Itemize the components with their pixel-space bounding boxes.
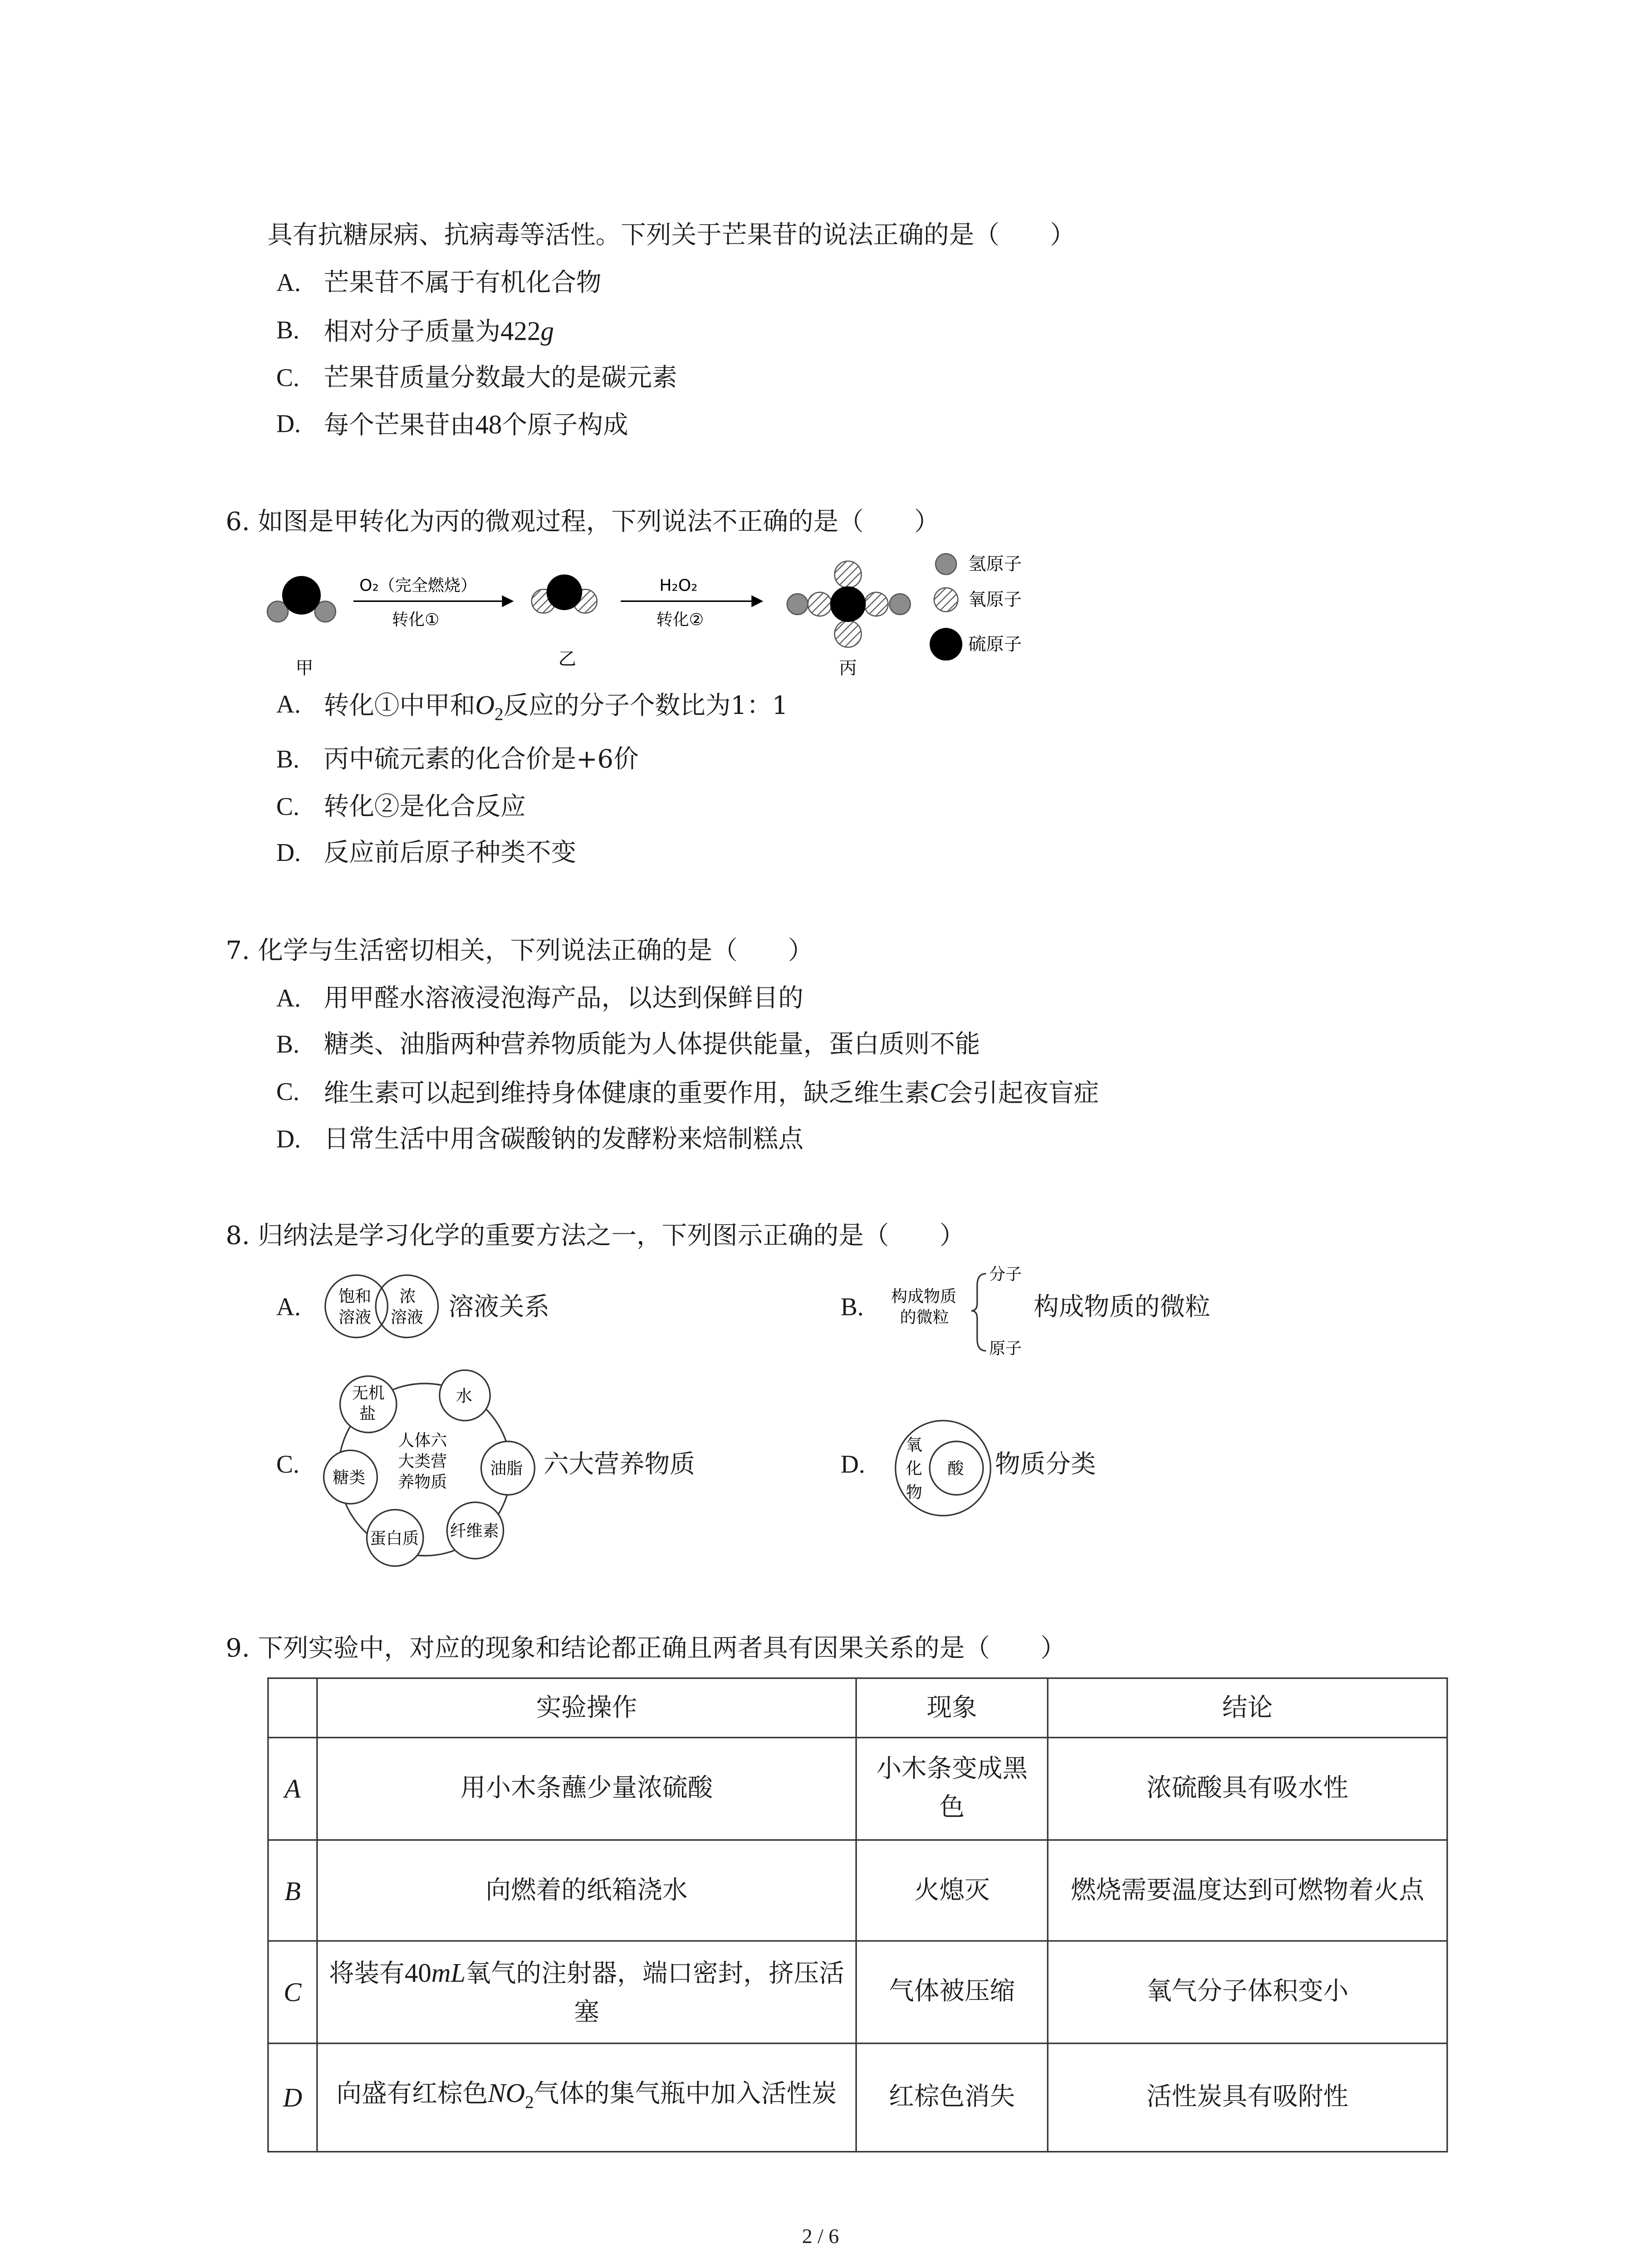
q8-b-top: 分子 <box>989 1265 1022 1284</box>
q5-option-d <box>324 408 628 442</box>
q8-a-venn-diagram <box>321 1271 446 1342</box>
row-label: C <box>268 1941 317 2043</box>
q6-reaction-diagram <box>265 546 1067 683</box>
arrow1-label: 转化① <box>392 610 440 629</box>
row-operation <box>317 2043 856 2152</box>
q6-option-c: 转化②是化合反应 <box>323 792 526 823</box>
q8-a-circle2-line1: 浓 <box>399 1287 416 1306</box>
q6-option-a-formula: O <box>475 690 495 720</box>
row-label: B <box>268 1840 317 1941</box>
row-conclusion: 氧气分子体积变小 <box>1048 1941 1447 2043</box>
row-phenomenon: 小木条变成黑色 <box>856 1738 1048 1840</box>
q8-c-center-line2: 大类营 <box>398 1452 447 1471</box>
q7-option-d: 日常生活中用含碳酸钠的发酵粉来焙制糕点 <box>323 1125 803 1155</box>
q5-option-b-unit: g <box>540 316 554 346</box>
q8-c-item-fat: 油脂 <box>490 1459 523 1478</box>
q7-stem: 7. 化学与生活密切相关，下列说法正确的是（ ） <box>225 937 813 967</box>
q5-option-d-text: 每个芒果苷由 <box>323 411 475 441</box>
q9-stem: 9. 下列实验中，对应的现象和结论都正确且两者具有因果关系的是（ ） <box>225 1634 1066 1664</box>
arrow-conversion-1 <box>353 595 514 607</box>
q8-option-a-letter: A. <box>276 1293 301 1321</box>
row-operation: 向燃着的纸箱浇水 <box>317 1840 856 1941</box>
label-bing: 丙 <box>839 658 857 679</box>
q8-c-item-protein: 蛋白质 <box>370 1529 419 1548</box>
row-operation-text: 将装有 <box>328 1959 405 1989</box>
q6-option-a-text-post: 反应的分子个数比为1：1 <box>503 692 788 722</box>
q8-option-b-letter: B. <box>840 1293 864 1321</box>
q6-option-d: 反应前后原子种类不变 <box>323 839 577 869</box>
q5-option-c-letter: C. <box>276 363 299 392</box>
table-row <box>268 1941 1447 2043</box>
row-operation: 用小木条蘸少量浓硫酸 <box>317 1738 856 1840</box>
row-label: A <box>268 1738 317 1840</box>
q8-a-caption: 溶液关系 <box>448 1293 550 1323</box>
q5-stem: 具有抗糖尿病、抗病毒等活性。下列关于芒果苷的说法正确的是（ ） <box>267 221 1075 251</box>
molecule-bing <box>787 561 911 647</box>
q6-option-a-text: 转化①中甲和 <box>323 692 475 722</box>
q8-d-outer-line2: 化 <box>906 1459 922 1478</box>
q7-option-c-text-post: 会引起夜盲症 <box>947 1079 1099 1109</box>
table-header-operation: 实验操作 <box>317 1678 856 1738</box>
row-phenomenon: 气体被压缩 <box>856 1941 1048 2043</box>
q6-option-a <box>324 689 788 730</box>
q5-option-b-text: 相对分子质量为 <box>323 318 501 347</box>
q8-b-bottom: 原子 <box>989 1339 1022 1358</box>
q6-option-b-letter: B. <box>276 745 299 774</box>
q6-option-c-letter: C. <box>276 792 299 821</box>
table-header-phenomenon: 现象 <box>856 1678 1048 1738</box>
row-conclusion: 燃烧需要温度达到可燃物着火点 <box>1048 1840 1447 1941</box>
q8-d-outer-line3: 物 <box>906 1483 922 1502</box>
q7-option-c <box>324 1076 1099 1110</box>
q8-c-nutrients-diagram <box>318 1369 540 1570</box>
q8-c-item-inorganic-salt-2: 盐 <box>359 1404 376 1423</box>
label-yi: 乙 <box>558 649 577 670</box>
row-operation-formula-sub: 2 <box>525 2092 534 2112</box>
q5-option-d-letter: D. <box>276 410 301 438</box>
row-phenomenon: 红棕色消失 <box>856 2043 1048 2152</box>
legend-hydrogen-icon <box>936 554 956 575</box>
q8-b-caption: 构成物质的微粒 <box>1034 1293 1210 1323</box>
table-header-conclusion: 结论 <box>1048 1678 1447 1738</box>
legend-sulfur-icon <box>930 628 962 660</box>
q5-option-c: 芒果苷质量分数最大的是碳元素 <box>323 363 677 394</box>
q8-option-c-letter: C. <box>276 1450 299 1479</box>
row-operation-text-post: 气体的集气瓶中加入活性炭 <box>534 2079 837 2110</box>
table-header-row <box>268 1678 1447 1738</box>
q5-option-b-number: 422 <box>500 316 541 346</box>
experiment-table <box>267 1677 1448 2152</box>
row-operation-formula: NO <box>488 2078 525 2108</box>
legend-oxygen-icon <box>934 588 958 611</box>
q7-option-c-letter: C. <box>276 1077 299 1106</box>
q5-option-a-letter: A. <box>276 269 301 297</box>
page-number: 2 / 6 <box>802 2226 839 2249</box>
q7-option-c-text: 维生素可以起到维持身体健康的重要作用，缺乏维生素 <box>323 1079 930 1109</box>
arrow-conversion-2 <box>621 595 763 607</box>
q8-d-inner: 酸 <box>947 1459 964 1478</box>
q8-d-outer-line1: 氧 <box>906 1436 922 1455</box>
legend-hydrogen-label: 氢原子 <box>968 554 1022 575</box>
q6-stem: 6. 如图是甲转化为丙的微观过程，下列说法不正确的是（ ） <box>225 508 940 538</box>
q8-option-d-letter: D. <box>840 1450 865 1479</box>
q7-option-c-formula: C <box>930 1077 948 1108</box>
legend-sulfur-label: 硫原子 <box>968 634 1022 655</box>
q5-option-a: 芒果苷不属于有机化合物 <box>323 269 602 298</box>
arrow1-condition: O₂（完全燃烧） <box>359 576 477 595</box>
q7-option-b: 糖类、油脂两种营养物质能为人体提供能量，蛋白质则不能 <box>323 1030 980 1060</box>
row-phenomenon: 火熄灭 <box>856 1840 1048 1941</box>
row-operation-number: 40 <box>404 1957 431 1987</box>
row-conclusion: 浓硫酸具有吸水性 <box>1048 1738 1447 1840</box>
row-operation-text: 向盛有红棕色 <box>336 2079 488 2110</box>
q6-option-d-letter: D. <box>276 839 301 867</box>
q8-d-caption: 物质分类 <box>995 1450 1096 1480</box>
q8-b-left-line2: 的微粒 <box>900 1308 949 1327</box>
q8-c-center-line1: 人体六 <box>398 1431 447 1450</box>
legend <box>930 554 1022 661</box>
q5-option-d-number: 48 <box>475 410 502 440</box>
q8-c-item-inorganic-salt-1: 无机 <box>352 1383 385 1403</box>
table-row <box>268 1738 1447 1840</box>
q8-d-classification-diagram <box>891 1418 995 1519</box>
q5-option-b <box>324 315 554 349</box>
table-row <box>268 2043 1447 2152</box>
q5-option-d-text-post: 个原子构成 <box>502 411 628 441</box>
q6-option-a-letter: A. <box>276 690 301 719</box>
label-jia: 甲 <box>295 658 314 679</box>
molecule-yi <box>532 574 597 613</box>
molecule-jia <box>267 576 336 622</box>
arrow2-label: 转化② <box>656 610 704 629</box>
q8-b-brace-diagram <box>888 1262 1030 1360</box>
q5-option-b-letter: B. <box>276 316 299 345</box>
q8-c-item-water: 水 <box>456 1387 472 1406</box>
q8-a-circle1-line1: 饱和 <box>338 1287 372 1306</box>
q6-option-b: 丙中硫元素的化合价是+6价 <box>323 745 639 775</box>
row-operation <box>317 1941 856 2043</box>
q7-option-a-letter: A. <box>276 984 301 1012</box>
row-label: D <box>268 2043 317 2152</box>
q8-a-circle1-line2: 溶液 <box>338 1308 372 1327</box>
q8-a-circle2-line2: 溶液 <box>390 1308 423 1327</box>
q8-c-item-fiber: 纤维素 <box>450 1522 499 1541</box>
q8-b-left-line1: 构成物质 <box>891 1287 957 1306</box>
row-operation-text-post: 氧气的注射器，端口密封，挤压活塞 <box>465 1959 844 2027</box>
q8-c-caption: 六大营养物质 <box>544 1450 695 1480</box>
row-conclusion: 活性炭具有吸附性 <box>1048 2043 1447 2152</box>
q8-c-item-sugar: 糖类 <box>333 1468 366 1487</box>
table-row <box>268 1840 1447 1941</box>
q7-option-b-letter: B. <box>276 1030 299 1059</box>
q7-option-a: 用甲醛水溶液浸泡海产品，以达到保鲜目的 <box>323 984 803 1014</box>
q6-option-a-formula-sub: 2 <box>495 704 504 725</box>
q8-stem: 8. 归纳法是学习化学的重要方法之一，下列图示正确的是（ ） <box>225 1222 965 1251</box>
q8-c-center-line3: 养物质 <box>398 1473 447 1492</box>
row-operation-unit: mL <box>431 1957 466 1987</box>
table-header-blank <box>268 1678 317 1738</box>
legend-oxygen-label: 氧原子 <box>968 590 1022 611</box>
q7-option-d-letter: D. <box>276 1125 301 1154</box>
arrow2-condition: H₂O₂ <box>659 576 698 595</box>
